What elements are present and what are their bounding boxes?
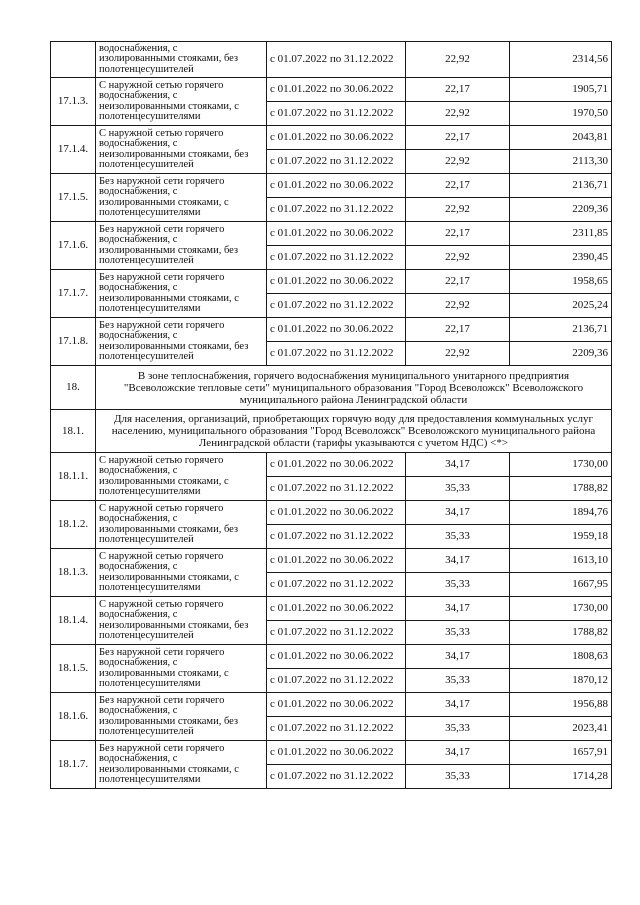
period-cell: с 01.07.2022 по 31.12.2022 — [267, 765, 406, 789]
group-description: Без наружной сети горячего водоснабжения, с неизолированными стояками, с полотенцесушителями — [96, 741, 267, 789]
group-number: 18.1.6. — [51, 693, 96, 741]
group-number: 18.1.5. — [51, 645, 96, 693]
group-number: 18.1.3. — [51, 549, 96, 597]
tariff-table — [50, 41, 612, 789]
period-cell: с 01.01.2022 по 30.06.2022 — [267, 453, 406, 477]
value2-cell: 2311,85 — [510, 222, 612, 246]
section-number: 18.1. — [51, 410, 96, 453]
table-row — [51, 501, 612, 525]
section-heading: Для населения, организаций, приобретающих горячую воду для предоставления коммунальных услуг населению, муниципального образования "Город Всеволожск" Всеволожского муниципального района Ленинградской области (тарифы указываются с учетом НДС) <*> — [96, 410, 612, 453]
value1-cell: 35,33 — [406, 621, 510, 645]
value2-cell: 2025,24 — [510, 294, 612, 318]
value1-cell: 34,17 — [406, 597, 510, 621]
table-row — [51, 597, 612, 621]
period-cell: с 01.01.2022 по 30.06.2022 — [267, 78, 406, 102]
value1-cell: 34,17 — [406, 501, 510, 525]
value1-cell: 22,92 — [406, 42, 510, 78]
period-cell: с 01.07.2022 по 31.12.2022 — [267, 294, 406, 318]
value2-cell: 1956,88 — [510, 693, 612, 717]
value2-cell: 1667,95 — [510, 573, 612, 597]
group-number: 18.1.7. — [51, 741, 96, 789]
value2-cell: 1730,00 — [510, 453, 612, 477]
period-cell: с 01.07.2022 по 31.12.2022 — [267, 342, 406, 366]
group-number: 17.1.6. — [51, 222, 96, 270]
period-cell: с 01.01.2022 по 30.06.2022 — [267, 597, 406, 621]
value1-cell: 22,17 — [406, 174, 510, 198]
period-cell: с 01.01.2022 по 30.06.2022 — [267, 126, 406, 150]
section-18-1-row — [51, 410, 612, 453]
table-row — [51, 222, 612, 246]
table-row — [51, 741, 612, 765]
group-number: 18.1.4. — [51, 597, 96, 645]
group-description: Без наружной сети горячего водоснабжения, с неизолированными стояками, без полотенцесушителей — [96, 318, 267, 366]
value1-cell: 35,33 — [406, 477, 510, 501]
value1-cell: 35,33 — [406, 765, 510, 789]
group-description: Без наружной сети горячего водоснабжения, с изолированными стояками, без полотенцесушителей — [96, 693, 267, 741]
period-cell: с 01.01.2022 по 30.06.2022 — [267, 318, 406, 342]
value1-cell: 22,92 — [406, 342, 510, 366]
group-description: С наружной сетью горячего водоснабжения, с неизолированными стояками, с полотенцесушителями — [96, 549, 267, 597]
value2-cell: 1657,91 — [510, 741, 612, 765]
group-description: С наружной сетью горячего водоснабжения, с изолированными стояками, без полотенцесушителей — [96, 501, 267, 549]
value2-cell: 1788,82 — [510, 621, 612, 645]
value2-cell: 1958,65 — [510, 270, 612, 294]
value1-cell: 22,17 — [406, 126, 510, 150]
group-number: 17.1.7. — [51, 270, 96, 318]
value2-cell: 2136,71 — [510, 174, 612, 198]
value2-cell: 1870,12 — [510, 669, 612, 693]
group-number: 17.1.3. — [51, 78, 96, 126]
value1-cell: 22,17 — [406, 318, 510, 342]
group-number: 18.1.1. — [51, 453, 96, 501]
table-row — [51, 78, 612, 102]
value2-cell: 1730,00 — [510, 597, 612, 621]
period-cell: с 01.07.2022 по 31.12.2022 — [267, 198, 406, 222]
table-row — [51, 453, 612, 477]
group-number: 17.1.5. — [51, 174, 96, 222]
value2-cell: 1905,71 — [510, 78, 612, 102]
period-cell: с 01.07.2022 по 31.12.2022 — [267, 717, 406, 741]
group-description: водоснабжения, с изолированными стояками, без полотенцесушителей — [96, 42, 267, 78]
value2-cell: 2390,45 — [510, 246, 612, 270]
value2-cell: 1894,76 — [510, 501, 612, 525]
value1-cell: 22,17 — [406, 270, 510, 294]
period-cell: с 01.01.2022 по 30.06.2022 — [267, 174, 406, 198]
value1-cell: 35,33 — [406, 525, 510, 549]
period-cell: с 01.07.2022 по 31.12.2022 — [267, 477, 406, 501]
group-number — [51, 42, 96, 78]
value2-cell: 1714,28 — [510, 765, 612, 789]
value1-cell: 34,17 — [406, 693, 510, 717]
table-row — [51, 318, 612, 342]
group-description: Без наружной сети горячего водоснабжения, с неизолированными стояками, с полотенцесушителями — [96, 270, 267, 318]
group-number: 17.1.4. — [51, 126, 96, 174]
table-row — [51, 693, 612, 717]
group-description: С наружной сетью горячего водоснабжения, с неизолированными стояками, без полотенцесушителей — [96, 597, 267, 645]
group-number: 18.1.2. — [51, 501, 96, 549]
table-row — [51, 174, 612, 198]
value1-cell: 22,92 — [406, 198, 510, 222]
value1-cell: 35,33 — [406, 717, 510, 741]
value1-cell: 22,17 — [406, 78, 510, 102]
section-18-row — [51, 366, 612, 410]
value1-cell: 34,17 — [406, 741, 510, 765]
period-cell: с 01.01.2022 по 30.06.2022 — [267, 693, 406, 717]
table-row — [51, 42, 612, 78]
period-cell: с 01.07.2022 по 31.12.2022 — [267, 525, 406, 549]
group-description: Без наружной сети горячего водоснабжения, с изолированными стояками, с полотенцесушителями — [96, 645, 267, 693]
section-heading: В зоне теплоснабжения, горячего водоснабжения муниципального унитарного предприятия "Всеволожские тепловые сети" муниципального образования "Город Всеволожск" Всеволожского муниципального района Ленинградской области — [96, 366, 612, 410]
value1-cell: 22,92 — [406, 294, 510, 318]
period-cell: с 01.01.2022 по 30.06.2022 — [267, 270, 406, 294]
value1-cell: 22,92 — [406, 102, 510, 126]
group-description: С наружной сетью горячего водоснабжения, с неизолированными стояками, с полотенцесушителями — [96, 78, 267, 126]
value1-cell: 22,92 — [406, 246, 510, 270]
value2-cell: 1959,18 — [510, 525, 612, 549]
value2-cell: 2314,56 — [510, 42, 612, 78]
section-number: 18. — [51, 366, 96, 410]
value1-cell: 22,17 — [406, 222, 510, 246]
value1-cell: 34,17 — [406, 549, 510, 573]
group-description: Без наружной сети горячего водоснабжения, с изолированными стояками, без полотенцесушителей — [96, 222, 267, 270]
period-cell: с 01.07.2022 по 31.12.2022 — [267, 42, 406, 78]
value2-cell: 2023,41 — [510, 717, 612, 741]
value2-cell: 1613,10 — [510, 549, 612, 573]
period-cell: с 01.07.2022 по 31.12.2022 — [267, 150, 406, 174]
table-row — [51, 126, 612, 150]
value1-cell: 34,17 — [406, 645, 510, 669]
group-number: 17.1.8. — [51, 318, 96, 366]
period-cell: с 01.01.2022 по 30.06.2022 — [267, 645, 406, 669]
value2-cell: 2209,36 — [510, 198, 612, 222]
value2-cell: 1970,50 — [510, 102, 612, 126]
value2-cell: 1788,82 — [510, 477, 612, 501]
value1-cell: 34,17 — [406, 453, 510, 477]
value2-cell: 2209,36 — [510, 342, 612, 366]
period-cell: с 01.07.2022 по 31.12.2022 — [267, 669, 406, 693]
period-cell: с 01.01.2022 по 30.06.2022 — [267, 222, 406, 246]
period-cell: с 01.07.2022 по 31.12.2022 — [267, 246, 406, 270]
value1-cell: 22,92 — [406, 150, 510, 174]
table-row — [51, 270, 612, 294]
period-cell: с 01.01.2022 по 30.06.2022 — [267, 549, 406, 573]
group-description: Без наружной сети горячего водоснабжения, с изолированными стояками, с полотенцесушителями — [96, 174, 267, 222]
period-cell: с 01.01.2022 по 30.06.2022 — [267, 501, 406, 525]
group-description: С наружной сетью горячего водоснабжения, с изолированными стояками, с полотенцесушителями — [96, 453, 267, 501]
period-cell: с 01.01.2022 по 30.06.2022 — [267, 741, 406, 765]
period-cell: с 01.07.2022 по 31.12.2022 — [267, 573, 406, 597]
table-row — [51, 549, 612, 573]
group-description: С наружной сетью горячего водоснабжения, с неизолированными стояками, без полотенцесушителей — [96, 126, 267, 174]
value1-cell: 35,33 — [406, 669, 510, 693]
period-cell: с 01.07.2022 по 31.12.2022 — [267, 102, 406, 126]
value2-cell: 1808,63 — [510, 645, 612, 669]
table-row — [51, 645, 612, 669]
period-cell: с 01.07.2022 по 31.12.2022 — [267, 621, 406, 645]
value2-cell: 2136,71 — [510, 318, 612, 342]
value1-cell: 35,33 — [406, 573, 510, 597]
value2-cell: 2043,81 — [510, 126, 612, 150]
value2-cell: 2113,30 — [510, 150, 612, 174]
